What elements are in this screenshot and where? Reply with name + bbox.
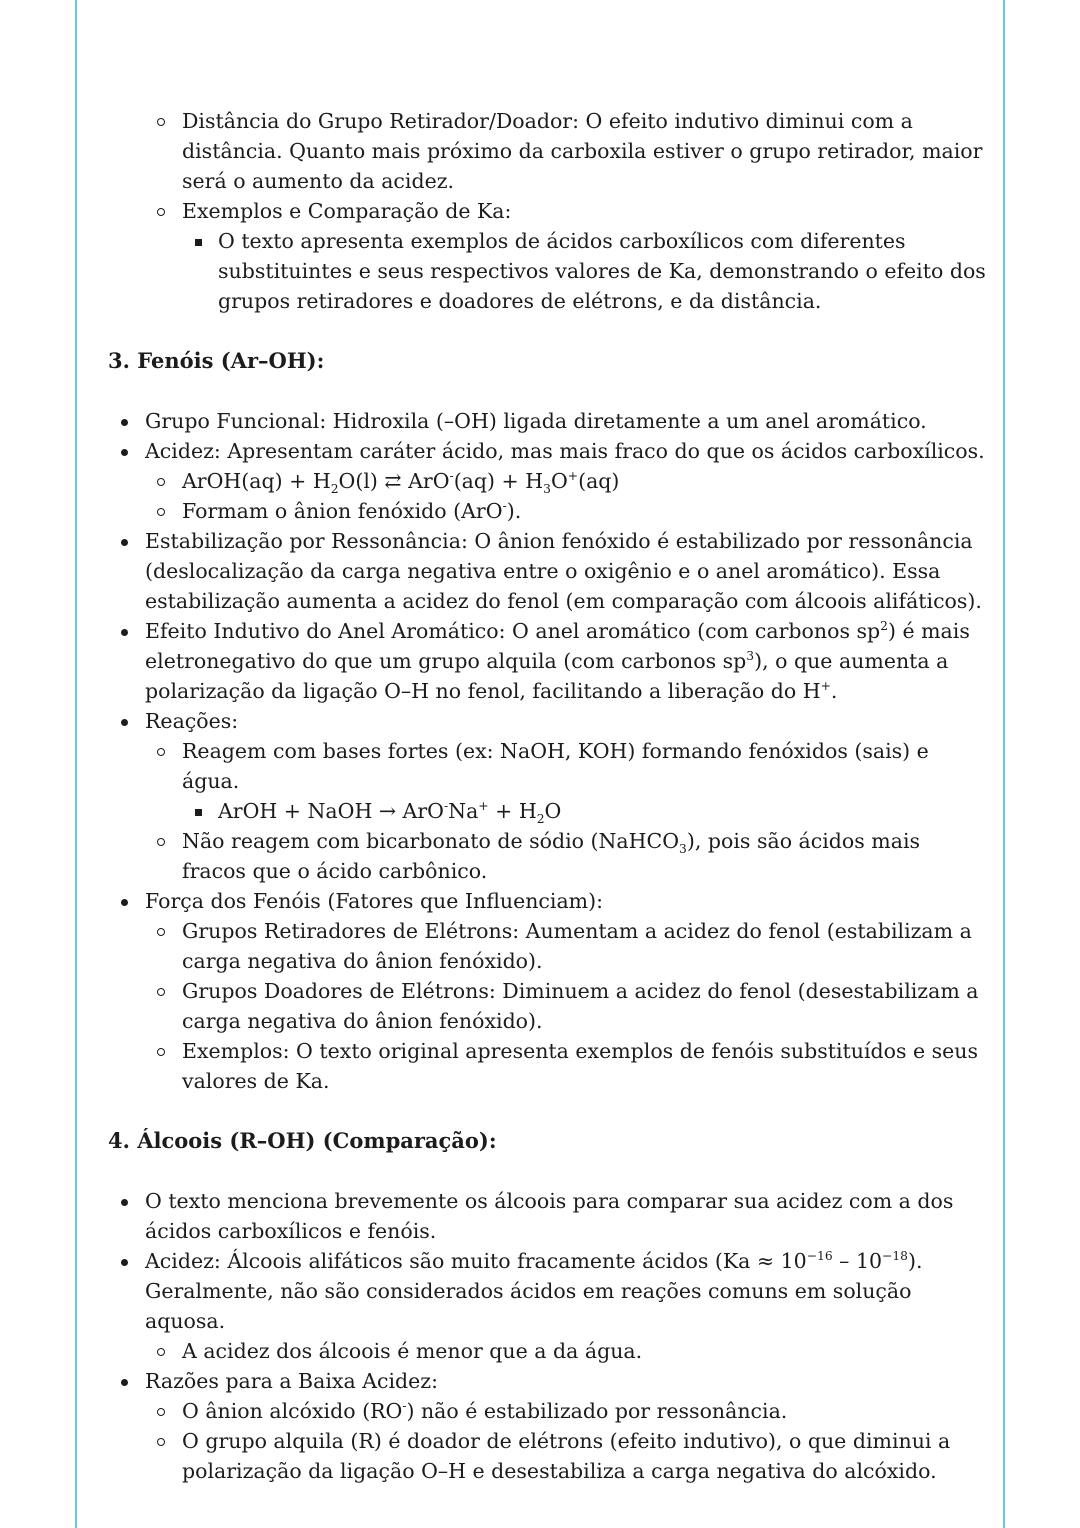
circle-bullet-icon	[145, 496, 182, 526]
circle-bullet-icon	[145, 736, 182, 766]
phenol-equation: ArOH(aq) + $H_2O(l)$ ⇄ $ArO^-(aq) + H_3O^+(aq)$	[182, 469, 620, 497]
list-item	[145, 496, 988, 526]
list-item	[108, 526, 988, 616]
grupo-funcional-text: Grupo Funcional: Hidroxila (–OH) ligada diretamente a um anel aromático.	[145, 409, 927, 433]
list-item	[145, 1036, 988, 1096]
alcoxido-text: O ânion alcóxido (RO-) não é estabilizado por ressonância.	[182, 1399, 788, 1423]
list-item	[108, 436, 988, 526]
circle-bullet-icon	[145, 1036, 182, 1066]
list-item	[108, 406, 988, 436]
circle-bullet-icon	[145, 466, 182, 496]
list-item	[182, 796, 988, 826]
list-item	[145, 916, 988, 976]
disc-bullet-icon	[108, 1246, 145, 1276]
section2-sublist	[108, 106, 988, 316]
nao-reagem-text: Não reagem com bicarbonato de sódio (NaHCO$_3$), pois são ácidos mais fracos que o ácido carbônico.	[182, 829, 921, 883]
list-item	[182, 226, 988, 316]
agua-text: A acidez dos álcoois é menor que a da água.	[182, 1339, 643, 1363]
exemplos-label: Exemplos e Comparação de Ka:	[182, 199, 512, 223]
list-item	[108, 616, 988, 706]
reaction-equation: ArOH + NaOH → $ArO^-Na^+ + H_2O$	[218, 799, 562, 827]
right-margin-rule	[1003, 0, 1005, 1528]
estabilizacao-text: Estabilização por Ressonância: O ânion fenóxido é estabilizado por ressonância (deslocalização da carga negativa entre o oxigênio e o anel aromático). Essa estabilização aumenta a acidez do fenol (em comparação com álcoois alifáticos).	[145, 529, 982, 613]
circle-bullet-icon	[145, 1336, 182, 1366]
list-item	[108, 1246, 988, 1366]
razoes-label: Razões para a Baixa Acidez:	[145, 1369, 439, 1393]
list-item	[108, 706, 988, 886]
indutivo-text: Efeito Indutivo do Anel Aromático: O anel aromático (com carbonos $sp^2$) é mais eletronegativo do que um grupo alquila (com carbonos $sp^3$), o que aumenta a polarização da ligação O–H no fenol, facilitando a liberação do H+.	[145, 619, 970, 703]
circle-bullet-icon	[145, 976, 182, 1006]
list-item	[145, 1426, 988, 1486]
alcoois-list	[108, 1186, 988, 1486]
circle-bullet-icon	[145, 916, 182, 946]
circle-bullet-icon	[145, 826, 182, 856]
disc-bullet-icon	[108, 436, 145, 466]
disc-bullet-icon	[108, 526, 145, 556]
retiradores-text: Grupos Retiradores de Elétrons: Aumentam a acidez do fenol (estabilizam a carga negativa do ânion fenóxido).	[182, 919, 972, 973]
exemplos-text: O texto apresenta exemplos de ácidos carboxílicos com diferentes substituintes e seus respectivos valores de Ka, demonstrando o efeito dos grupos retiradores e doadores de elétrons, e da distância.	[218, 229, 986, 313]
acidez-text: Acidez: Apresentam caráter ácido, mas mais fraco do que os ácidos carboxílicos.	[145, 439, 985, 463]
exemplos-fenois-text: Exemplos: O texto original apresenta exemplos de fenóis substituídos e seus valores de Ka.	[182, 1039, 979, 1093]
disc-bullet-icon	[108, 406, 145, 436]
list-item	[145, 106, 988, 196]
disc-bullet-icon	[108, 616, 145, 646]
list-item	[108, 1186, 988, 1246]
menciona-text: O texto menciona brevemente os álcoois para comparar sua acidez com a dos ácidos carboxílicos e fenóis.	[145, 1189, 954, 1243]
square-bullet-icon	[182, 796, 219, 826]
fenois-list	[108, 406, 988, 1096]
reacoes-label: Reações:	[145, 709, 239, 733]
disc-bullet-icon	[108, 886, 145, 916]
list-item	[145, 976, 988, 1036]
circle-bullet-icon	[145, 196, 182, 226]
disc-bullet-icon	[108, 1366, 145, 1396]
acidez-alcoois-text: Acidez: Álcoois alifáticos são muito fracamente ácidos $(Ka \approx 10^{-16} - 10^{-18})$. Geralmente, não são considerados ácidos em reações comuns em solução aquosa.	[145, 1249, 923, 1333]
alquila-text: O grupo alquila (R) é doador de elétrons (efeito indutivo), o que diminui a polarização da ligação O–H e desestabiliza a carga negativa do alcóxido.	[182, 1429, 951, 1483]
reagem-text: Reagem com bases fortes (ex: NaOH, KOH) formando fenóxidos (sais) e água.	[182, 739, 929, 793]
list-item	[145, 1336, 988, 1366]
list-item	[145, 736, 988, 826]
list-item	[108, 886, 988, 1096]
square-bullet-icon	[182, 226, 219, 256]
disc-bullet-icon	[108, 1186, 145, 1216]
distancia-text: Distância do Grupo Retirador/Doador: O efeito indutivo diminui com a distância. Quanto mais próximo da carboxila estiver o grupo retirador, maior será o aumento da acidez.	[182, 109, 983, 193]
list-item	[108, 1366, 988, 1486]
list-item	[145, 1396, 988, 1426]
circle-bullet-icon	[145, 106, 182, 136]
circle-bullet-icon	[145, 1426, 182, 1456]
list-item	[145, 196, 988, 316]
left-margin-rule	[75, 0, 77, 1528]
section-heading-fenois: 3. Fenóis (Ar–OH):	[108, 348, 325, 373]
list-item	[145, 466, 988, 496]
circle-bullet-icon	[145, 1396, 182, 1426]
anion-text: Formam o ânion fenóxido (ArO-).	[182, 499, 522, 523]
section-heading-alcoois: 4. Álcoois (R–OH) (Comparação):	[108, 1128, 497, 1153]
disc-bullet-icon	[108, 706, 145, 736]
document-body	[108, 106, 988, 1486]
forca-label: Força dos Fenóis (Fatores que Influenciam):	[145, 889, 604, 913]
list-item	[145, 826, 988, 886]
doadores-text: Grupos Doadores de Elétrons: Diminuem a acidez do fenol (desestabilizam a carga negativa do ânion fenóxido).	[182, 979, 979, 1033]
